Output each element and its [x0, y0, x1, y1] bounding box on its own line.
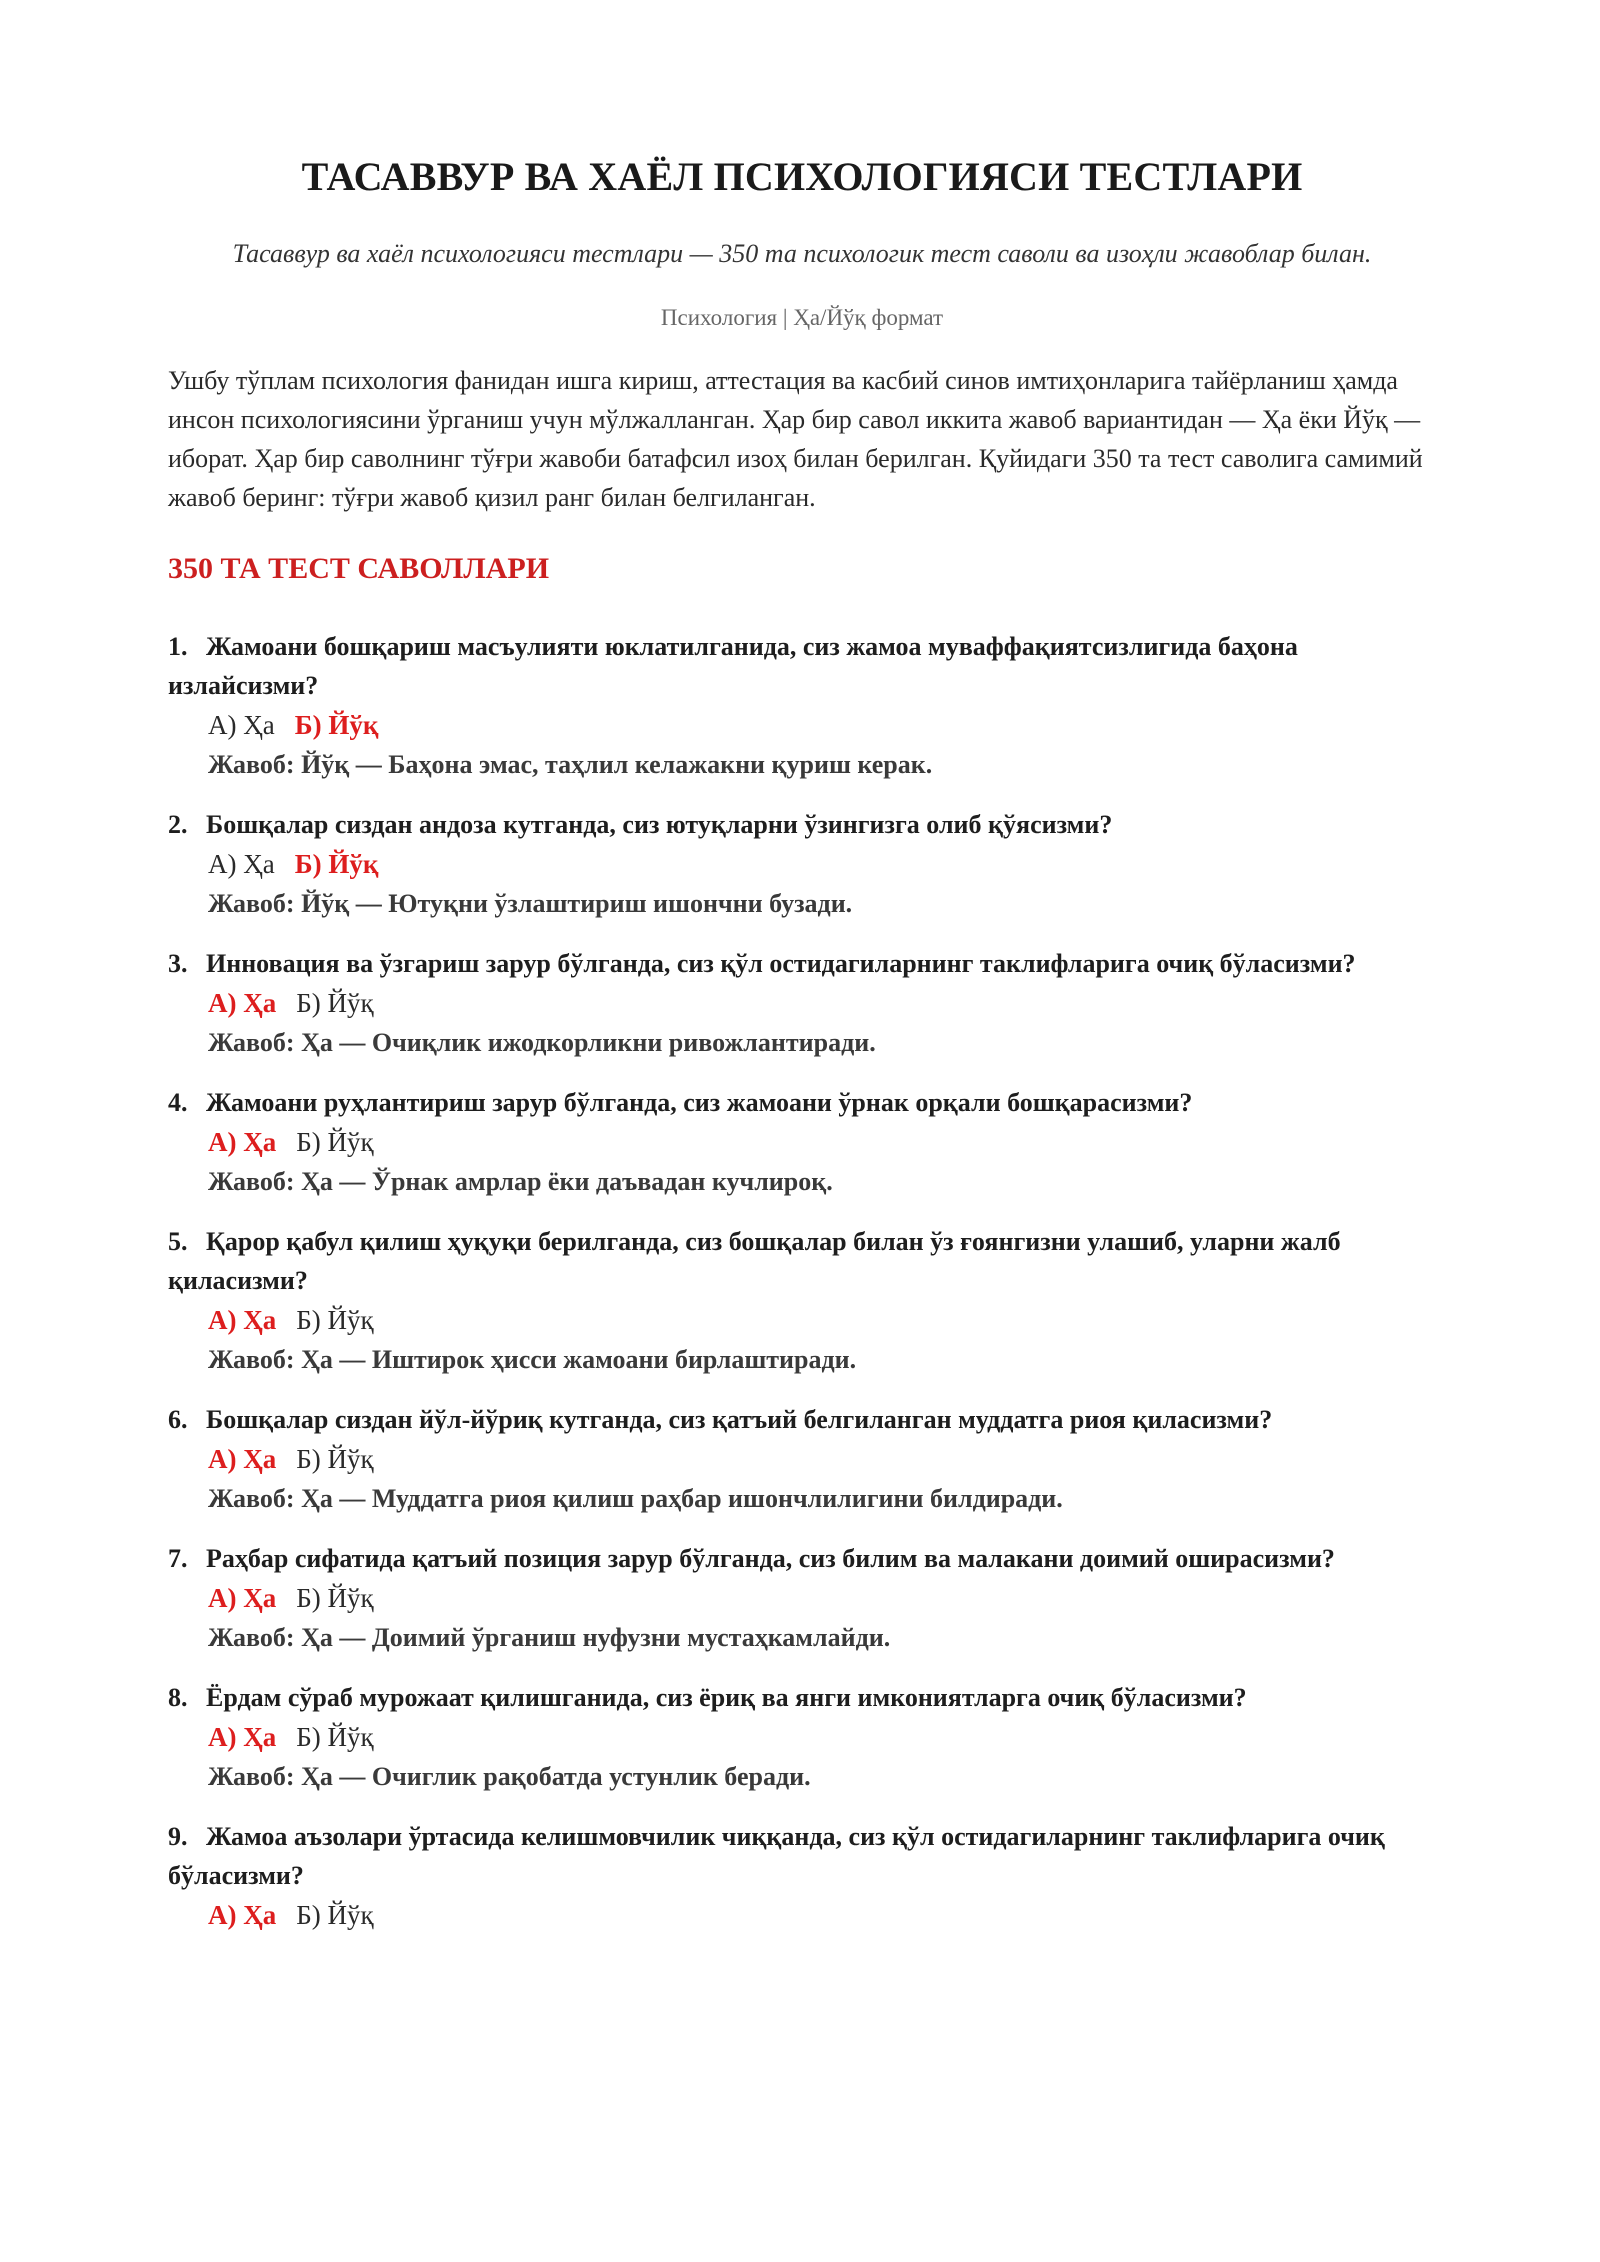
answer-options — [208, 1717, 1436, 1757]
question-text — [168, 627, 1436, 705]
option-a[interactable]: А) Ҳа — [208, 1722, 277, 1752]
question-item — [168, 1678, 1436, 1797]
question-list — [168, 627, 1436, 1935]
answer-explanation: Жавоб: Ҳа — Муддатга риоя қилиш раҳбар ишончлилигини билдиради. — [208, 1484, 1063, 1513]
question-text — [168, 1222, 1436, 1300]
answer-options — [208, 1578, 1436, 1618]
question-item — [168, 1400, 1436, 1519]
option-b[interactable]: Б) Йўқ — [296, 1127, 374, 1157]
question-item — [168, 1222, 1436, 1380]
question-number: 6. — [168, 1405, 188, 1434]
option-a[interactable]: А) Ҳа — [208, 849, 275, 879]
question-item — [168, 1817, 1436, 1935]
question-item — [168, 627, 1436, 785]
option-a[interactable]: А) Ҳа — [208, 1583, 277, 1613]
intro-paragraph: Ушбу тўплам психология фанидан ишга кириш, аттестация ва касбий синов имтиҳонларига тайёрланиш ҳамда инсон психологиясини ўрганиш учун мўлжалланган. Ҳар бир савол иккита жавоб вариантидан — Ҳа ёки Йўқ — иборат. Ҳар бир саволнинг тўғри жавоби батафсил изоҳ билан берилган. Қуйидаги 350 та тест саволига самимий жавоб беринг: тўғри жавоб қизил ранг билан белгиланган. — [168, 366, 1423, 512]
question-item — [168, 805, 1436, 924]
answer-explanation: Жавоб: Ҳа — Очиглик рақобатда устунлик беради. — [208, 1762, 811, 1791]
question-label: Жамоани бошқариш масъулияти юклатилганида, сиз жамоа муваффақиятсизлигида баҳона излайсизми? — [168, 632, 1298, 700]
question-label: Бошқалар сиздан андоза кутганда, сиз ютуқларни ўзингизга олиб қўясизми? — [206, 810, 1113, 839]
question-label: Жамоани руҳлантириш зарур бўлганда, сиз жамоани ўрнак орқали бошқарасизми? — [206, 1088, 1193, 1117]
question-text — [168, 1083, 1436, 1122]
question-text — [168, 1817, 1436, 1895]
question-label: Бошқалар сиздан йўл-йўриқ кутганда, сиз қатъий белгиланган муддатга риоя қиласизми? — [206, 1405, 1273, 1434]
answer-options — [208, 1300, 1436, 1340]
question-label: Раҳбар сифатида қатъий позиция зарур бўлганда, сиз билим ва малакани доимий оширасизми? — [206, 1544, 1335, 1573]
option-b[interactable]: Б) Йўқ — [296, 1583, 374, 1613]
question-text — [168, 805, 1436, 844]
section-heading: 350 ТА ТЕСТ САВОЛЛАРИ — [168, 552, 550, 585]
question-text — [168, 1678, 1436, 1717]
answer-options — [208, 1122, 1436, 1162]
question-text — [168, 1400, 1436, 1439]
answer-explanation: Жавоб: Йўқ — Баҳона эмас, таҳлил келажакни қуриш керак. — [208, 750, 933, 779]
question-label: Ёрдам сўраб мурожаат қилишганида, сиз ёриқ ва янги имкониятларга очиқ бўласизми? — [206, 1683, 1247, 1712]
question-number: 4. — [168, 1088, 188, 1117]
answer-explanation: Жавоб: Ҳа — Ўрнак амрлар ёки даъвадан кучлироқ. — [208, 1167, 833, 1196]
option-b[interactable]: Б) Йўқ — [294, 710, 379, 740]
question-number: 8. — [168, 1683, 188, 1712]
answer-explanation: Жавоб: Йўқ — Ютуқни ўзлаштириш ишончни бузади. — [208, 889, 853, 918]
option-b[interactable]: Б) Йўқ — [296, 1444, 374, 1474]
document-page — [168, 0, 1436, 1955]
question-number: 1. — [168, 632, 188, 661]
option-a[interactable]: А) Ҳа — [208, 1305, 277, 1335]
answer-options — [208, 983, 1436, 1023]
question-number: 5. — [168, 1227, 188, 1256]
option-a[interactable]: А) Ҳа — [208, 1127, 277, 1157]
answer-explanation: Жавоб: Ҳа — Иштирок ҳисси жамоани бирлаштиради. — [208, 1345, 857, 1374]
option-a[interactable]: А) Ҳа — [208, 1444, 277, 1474]
answer-explanation: Жавоб: Ҳа — Очиқлик ижодкорликни ривожлантиради. — [208, 1028, 876, 1057]
question-number: 7. — [168, 1544, 188, 1573]
document-category: Психология | Ҳа/Йўқ формат — [660, 305, 944, 330]
question-item — [168, 944, 1436, 1063]
option-a[interactable]: А) Ҳа — [208, 1900, 277, 1930]
option-b[interactable]: Б) Йўқ — [294, 849, 379, 879]
question-text — [168, 944, 1436, 983]
answer-options — [208, 844, 1436, 884]
document-subtitle: Тасаввур ва хаёл психологияси тестлари — 350 та психологик тест саволи ва изоҳли жавоблар билан. — [232, 239, 1372, 268]
question-label: Инновация ва ўзгариш зарур бўлганда, сиз қўл остидагиларнинг таклифларига очиқ бўласизми? — [206, 949, 1356, 978]
option-b[interactable]: Б) Йўқ — [296, 1305, 374, 1335]
question-item — [168, 1083, 1436, 1202]
option-b[interactable]: Б) Йўқ — [296, 1900, 374, 1930]
question-label: Жамоа аъзолари ўртасида келишмовчилик чиққанда, сиз қўл остидагиларнинг таклифларига очиқ бўласизми? — [168, 1822, 1385, 1890]
option-b[interactable]: Б) Йўқ — [296, 988, 374, 1018]
answer-options — [208, 705, 1436, 745]
option-a[interactable]: А) Ҳа — [208, 710, 275, 740]
question-number: 9. — [168, 1822, 188, 1851]
question-item — [168, 1539, 1436, 1658]
answer-options — [208, 1439, 1436, 1479]
option-a[interactable]: А) Ҳа — [208, 988, 277, 1018]
document-title: ТАСАВВУР ВА ХАЁЛ ПСИХОЛОГИЯСИ ТЕСТЛАРИ — [301, 154, 1303, 199]
option-b[interactable]: Б) Йўқ — [296, 1722, 374, 1752]
answer-explanation: Жавоб: Ҳа — Доимий ўрганиш нуфузни мустаҳкамлайди. — [208, 1623, 891, 1652]
question-number: 3. — [168, 949, 188, 978]
answer-options — [208, 1895, 1436, 1935]
question-label: Қарор қабул қилиш ҳуқуқи берилганда, сиз бошқалар билан ўз ғоянгизни улашиб, уларни жалб қиласизми? — [168, 1227, 1341, 1295]
question-text — [168, 1539, 1436, 1578]
question-number: 2. — [168, 810, 188, 839]
